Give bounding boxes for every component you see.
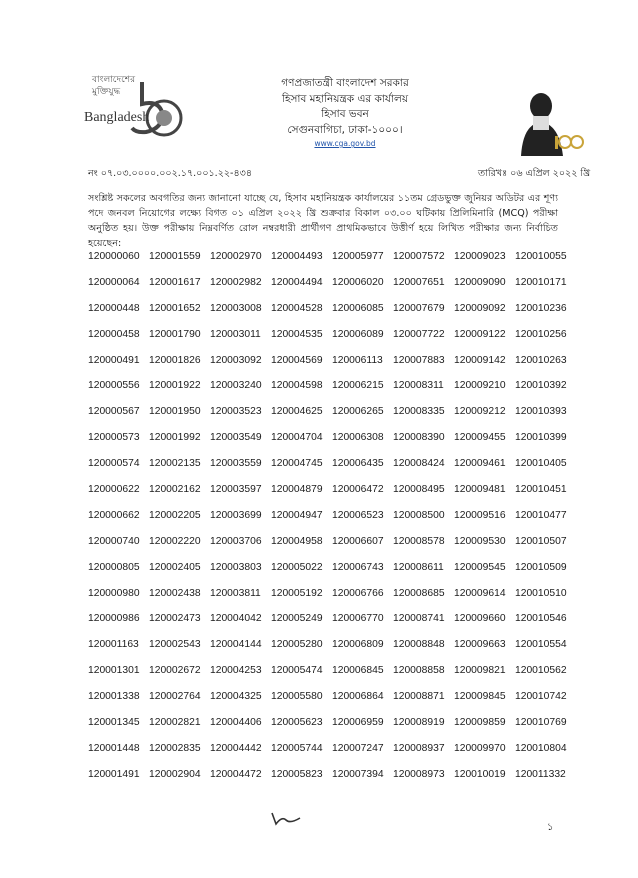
signature-icon: [268, 810, 304, 828]
header-line-building: হিসাব ভবন: [321, 108, 369, 120]
roll-number: 120006215: [332, 380, 384, 392]
roll-number-table: [88, 251, 567, 795]
roll-number: 120001491: [88, 768, 140, 780]
roll-number: 120003706: [210, 535, 262, 547]
roll-number: 120009142: [454, 354, 506, 366]
roll-number: 120004569: [271, 354, 323, 366]
roll-number: 120009545: [454, 561, 506, 573]
roll-number: 120009210: [454, 380, 506, 392]
roll-number: 120005022: [271, 561, 323, 573]
roll-number: 120004958: [271, 535, 323, 547]
roll-number: 120006743: [332, 561, 384, 573]
header-line-office: হিসাব মহানিয়ন্ত্রক এর কার্যালয়: [281, 92, 409, 105]
memo-date: তারিখঃ ০৬ এপ্রিল ২০২২ খ্রি: [478, 168, 591, 179]
roll-number: 120008311: [393, 380, 444, 392]
roll-number: 120000458: [88, 328, 140, 340]
roll-number: 120010263: [515, 354, 567, 366]
roll-number: 120010236: [515, 302, 567, 314]
roll-number: 120005474: [271, 665, 323, 677]
roll-number: 120004253: [210, 665, 262, 677]
roll-number: 120000980: [88, 587, 140, 599]
roll-number: 120010055: [515, 251, 567, 262]
roll-number: 120008858: [393, 665, 445, 677]
roll-number: 120000556: [88, 380, 140, 392]
roll-number: 120010804: [515, 742, 567, 754]
roll-number: 120002205: [149, 509, 201, 521]
roll-number: 120008424: [393, 458, 445, 470]
roll-number: 120000662: [88, 509, 140, 521]
roll-number: 120006113: [332, 354, 383, 366]
roll-number: 120006845: [332, 665, 384, 677]
roll-number: 120005744: [271, 742, 323, 754]
roll-number: 120008495: [393, 484, 445, 496]
roll-number: 120008919: [393, 717, 445, 729]
roll-number: 120006607: [332, 535, 384, 547]
roll-number: 120010742: [515, 691, 567, 703]
roll-number: 120009859: [454, 717, 506, 729]
roll-number: 120007572: [393, 251, 445, 262]
roll-number: 120008335: [393, 406, 445, 418]
roll-number: 120009614: [454, 587, 506, 599]
roll-number: 120002672: [149, 665, 201, 677]
roll-number: 120004535: [271, 328, 323, 340]
roll-number: 120002970: [210, 251, 262, 262]
roll-number: 120009516: [454, 509, 506, 521]
roll-number: 120001790: [149, 328, 201, 340]
roll-number: 120006085: [332, 302, 384, 314]
roll-number: 120001345: [88, 717, 140, 729]
roll-number: 120010510: [515, 587, 567, 599]
roll-number: 120000064: [88, 276, 140, 288]
roll-number: 120001992: [149, 432, 201, 444]
roll-number: 120003559: [210, 458, 262, 470]
logo-text-line2: মুক্তিযুদ্ধ: [92, 87, 121, 97]
roll-number: 120005280: [271, 639, 323, 651]
roll-number: 120004598: [271, 380, 323, 392]
roll-number: 120003092: [210, 354, 262, 366]
roll-number: 120004406: [210, 717, 262, 729]
roll-number: 120010019: [454, 768, 506, 780]
header-website-link[interactable]: www.cga.gov.bd: [314, 139, 376, 148]
roll-number: 120002764: [149, 691, 201, 703]
roll-number: 120006020: [332, 276, 384, 288]
roll-number: 120006435: [332, 458, 384, 470]
roll-number: 120001448: [88, 742, 140, 754]
roll-number: 120002473: [149, 613, 201, 625]
roll-number: 120000573: [88, 432, 140, 444]
roll-number: 120005192: [271, 587, 323, 599]
roll-number: 120000622: [88, 484, 140, 496]
roll-number: 120004442: [210, 742, 262, 754]
mujib-borsho-logo-icon: [515, 86, 587, 158]
roll-number: 120008611: [393, 561, 444, 573]
roll-number: 120010399: [515, 432, 567, 444]
roll-number: 120009090: [454, 276, 506, 288]
roll-number: 120003803: [210, 561, 262, 573]
roll-number: 120005623: [271, 717, 323, 729]
roll-number: 120008578: [393, 535, 445, 547]
roll-number: 120008500: [393, 509, 445, 521]
roll-number: 120000448: [88, 302, 140, 314]
signature: [268, 810, 304, 832]
roll-number: 120010393: [515, 406, 567, 418]
roll-number: 120002982: [210, 276, 262, 288]
roll-number: 120006089: [332, 328, 384, 340]
notice-body: সংশ্লিষ্ট সকলের অবগতির জন্য জানানো যাচ্ছে যে, হিসাব মহানিয়ন্ত্রক কার্যালয়ের ১১তম গ্রেডভুক্ত জুনিয়র অডিটর এর শূণ্য পদে জনবল নিয়োগের লক্ষ্যে বিগত ০১ এপ্রিল ২০২২ খ্রি শুক্রবার বিকাল ০৩.০০ ঘটিকায় প্রিলিমিনারি (MCQ) পরীক্ষা অনুষ্ঠিত হয়। উক্ত পরীক্ষায় নিম্নবর্ণিত রোল নম্বরধারী প্রার্থীগণ প্রাথমিকভাবে উত্তীর্ণ হয়ে লিখিত পরীক্ষার জন্য নির্বাচিত হয়েছেন:: [88, 193, 558, 249]
roll-number: 120008390: [393, 432, 445, 444]
office-header: [250, 76, 440, 150]
roll-number: 120002904: [149, 768, 201, 780]
roll-number: 120009461: [454, 458, 506, 470]
roll-number: 120009122: [454, 328, 506, 340]
roll-number: 120008937: [393, 742, 445, 754]
roll-number: 120006809: [332, 639, 384, 651]
page-number: ১: [547, 822, 554, 833]
roll-number: 120003523: [210, 406, 262, 418]
roll-number: 120006770: [332, 613, 384, 625]
roll-number: 120007679: [393, 302, 445, 314]
roll-number: 120010554: [515, 639, 567, 651]
roll-number: 120000567: [88, 406, 140, 418]
roll-number: 120010392: [515, 380, 567, 392]
roll-number: 120001163: [88, 639, 139, 651]
roll-number: 120002438: [149, 587, 201, 599]
roll-number: 120009663: [454, 639, 506, 651]
roll-number: 120004625: [271, 406, 323, 418]
roll-number: 120003008: [210, 302, 262, 314]
roll-number: 120000574: [88, 458, 140, 470]
roll-number: 120000060: [88, 251, 140, 262]
roll-number: 120001950: [149, 406, 201, 418]
roll-number: 120009455: [454, 432, 506, 444]
roll-number: 120001652: [149, 302, 201, 314]
roll-number: 120006308: [332, 432, 384, 444]
roll-number: 120001617: [149, 276, 201, 288]
roll-number: 120009660: [454, 613, 506, 625]
roll-number: 120005977: [332, 251, 384, 262]
roll-number: 120000740: [88, 535, 140, 547]
roll-number: 120010507: [515, 535, 567, 547]
memo-number: নং ০৭.০৩.০০০০.০০২.১৭.০০১.২২-৪৩৪: [88, 168, 252, 179]
roll-number: 120007883: [393, 354, 445, 366]
roll-number: 120002821: [149, 717, 201, 729]
roll-number: 120004494: [271, 276, 323, 288]
roll-number: 120003240: [210, 380, 262, 392]
logo-bangladesh-text: Bangladesh: [84, 110, 150, 125]
roll-number: 120004493: [271, 251, 323, 262]
roll-number: 120008741: [393, 613, 445, 625]
roll-number: 120010256: [515, 328, 567, 340]
roll-number: 120007247: [332, 742, 384, 754]
roll-number: 120007394: [332, 768, 384, 780]
roll-number: 120008973: [393, 768, 445, 780]
roll-number: 120008848: [393, 639, 445, 651]
roll-number: 120009212: [454, 406, 506, 418]
roll-number: 120006472: [332, 484, 384, 496]
roll-number: 120010477: [515, 509, 567, 521]
roll-number: 120009530: [454, 535, 506, 547]
header-line-government: গণপ্রজাতন্ত্রী বাংলাদেশ সরকার: [281, 77, 409, 89]
roll-number: 120003011: [210, 328, 261, 340]
roll-number: 120009092: [454, 302, 506, 314]
roll-number: 120004704: [271, 432, 323, 444]
roll-number: 120002543: [149, 639, 201, 651]
roll-number: 120004472: [210, 768, 262, 780]
roll-number: 120004042: [210, 613, 262, 625]
roll-number: 120009845: [454, 691, 506, 703]
roll-number: 120008871: [393, 691, 445, 703]
roll-number: 120007722: [393, 328, 445, 340]
mujib-borsho-logo: [515, 86, 587, 158]
roll-number: 120010509: [515, 561, 567, 573]
roll-number: 120008685: [393, 587, 445, 599]
logo-text-line1: বাংলাদেশের: [92, 75, 136, 85]
roll-number: 120000986: [88, 613, 140, 625]
roll-number: 120006959: [332, 717, 384, 729]
roll-number: 120009481: [454, 484, 506, 496]
roll-number: 120002162: [149, 484, 201, 496]
roll-number: 120010562: [515, 665, 567, 677]
roll-number: 120004528: [271, 302, 323, 314]
roll-number: 120005823: [271, 768, 323, 780]
roll-number: 120003549: [210, 432, 262, 444]
roll-number: 120004879: [271, 484, 323, 496]
roll-number: 120002220: [149, 535, 201, 547]
roll-number: 120004947: [271, 509, 323, 521]
roll-number: 120004144: [210, 639, 262, 651]
roll-number: 120001301: [88, 665, 140, 677]
roll-number: 120005249: [271, 613, 323, 625]
roll-number: 120010171: [515, 276, 567, 288]
roll-number: 120007651: [393, 276, 445, 288]
roll-number: 120009821: [454, 665, 506, 677]
roll-number: 120010546: [515, 613, 567, 625]
roll-number: 120005580: [271, 691, 323, 703]
roll-number: 120006523: [332, 509, 384, 521]
header-line-address: সেগুনবাগিচা, ঢাকা-১০০০।: [287, 123, 403, 136]
roll-number: 120003597: [210, 484, 262, 496]
roll-number: 120010451: [515, 484, 567, 496]
roll-number: 120001559: [149, 251, 201, 262]
roll-number: 120009023: [454, 251, 506, 262]
roll-number: 120002405: [149, 561, 201, 573]
roll-number: 120001338: [88, 691, 140, 703]
roll-number: 120011332: [515, 768, 566, 780]
roll-number: 120009970: [454, 742, 506, 754]
roll-number: 120000805: [88, 561, 140, 573]
roll-number: 120004745: [271, 458, 323, 470]
roll-number: 120002835: [149, 742, 201, 754]
roll-number: 120000491: [88, 354, 140, 366]
roll-number: 120006766: [332, 587, 384, 599]
roll-number: 120004325: [210, 691, 262, 703]
roll-number: 120010769: [515, 717, 567, 729]
roll-number: 120010405: [515, 458, 567, 470]
golden-jubilee-logo: [84, 70, 184, 152]
roll-number: 120002135: [149, 458, 201, 470]
roll-number: 120006265: [332, 406, 384, 418]
roll-number: 120001826: [149, 354, 201, 366]
roll-number: 120003811: [210, 587, 261, 599]
roll-number: 120001922: [149, 380, 201, 392]
roll-number: 120003699: [210, 509, 262, 521]
roll-number: 120006864: [332, 691, 384, 703]
